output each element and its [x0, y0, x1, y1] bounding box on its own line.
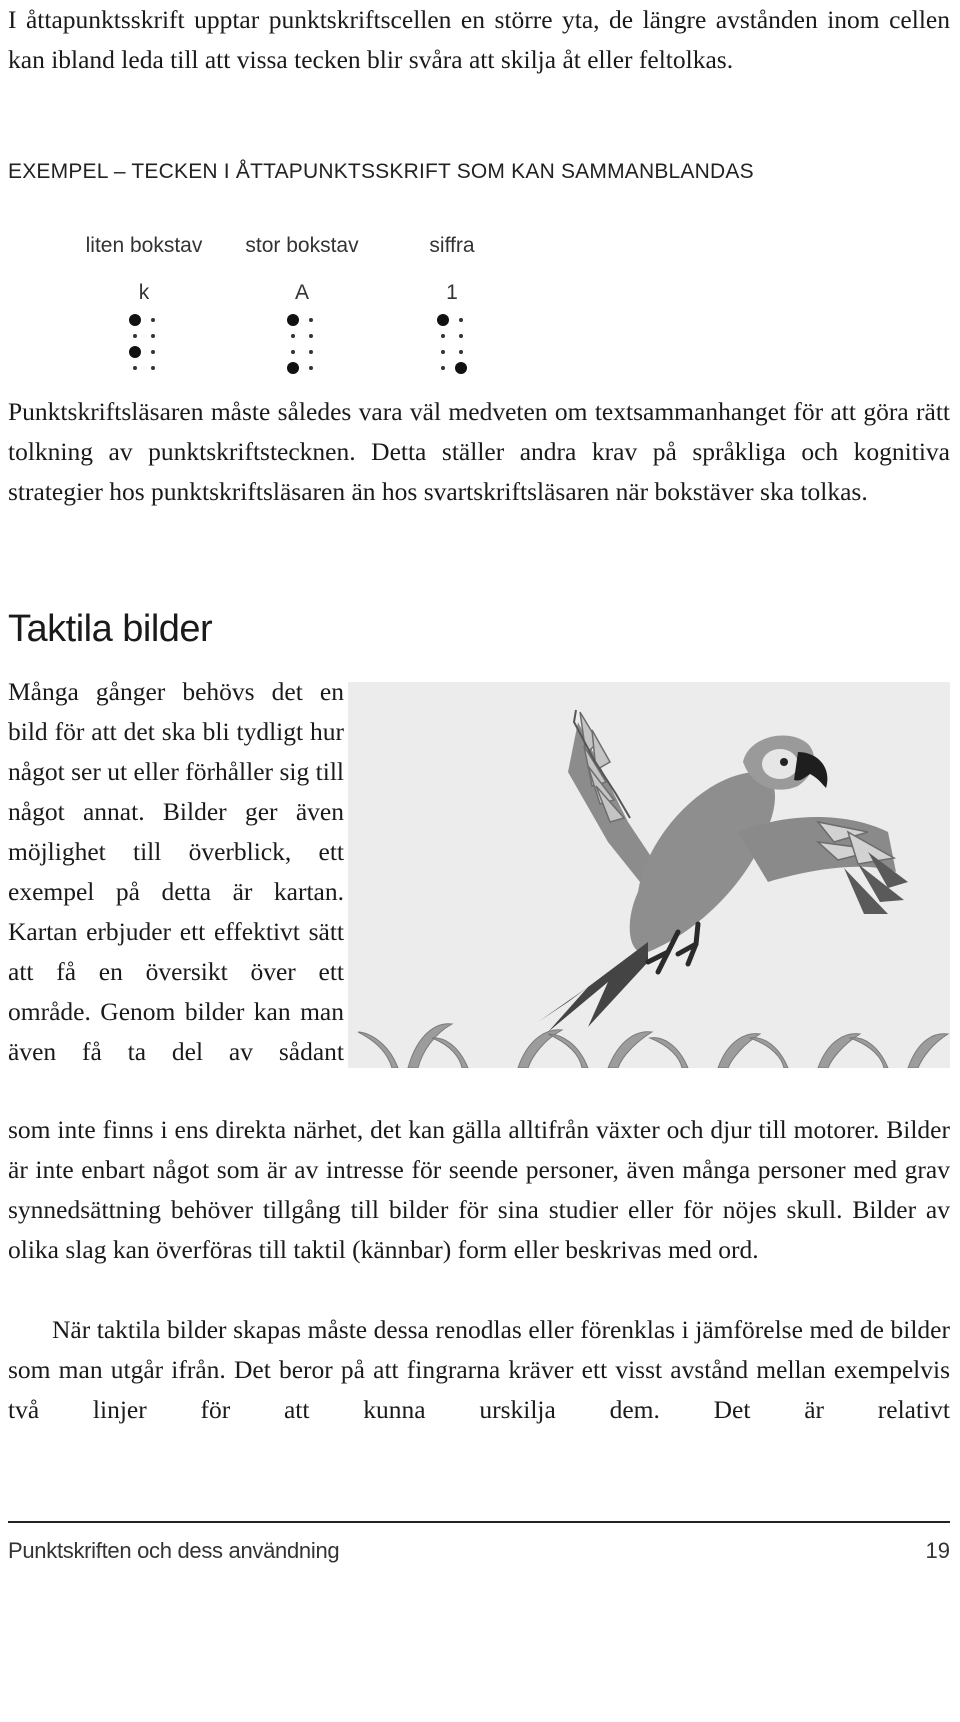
braille-column-label: liten bokstav — [85, 234, 203, 257]
braille-cell-icon — [437, 314, 467, 374]
braille-dot-flat — [309, 350, 313, 354]
braille-cell-icon — [287, 314, 317, 374]
tactile-creation-paragraph: När taktila bilder skapas måste dessa renodlas eller förenklas i jämförelse med de bilder som man utgår ifrån. Det beror på att fingrarna kräver ett visst avstånd mellan exempelvis två linjer för att kunna urskilja dem. Det är relativt — [8, 1315, 950, 1424]
parrot-icon — [348, 682, 950, 1068]
braille-dot-flat — [441, 350, 445, 354]
braille-column-char: k — [138, 281, 150, 304]
braille-cell-icon — [129, 314, 159, 374]
braille-dot-flat — [309, 318, 313, 322]
braille-column-label: siffra — [429, 234, 475, 257]
braille-dot-flat — [459, 350, 463, 354]
braille-dot-flat — [459, 318, 463, 322]
parrot-illustration — [348, 682, 950, 1068]
braille-dot-flat — [133, 366, 137, 370]
footer-title: Punktskriften och dess användning — [8, 1538, 340, 1563]
braille-dot-flat — [151, 366, 155, 370]
intro-paragraph: I åttapunktsskrift upptar punktskriftscellen en större yta, de längre avstånden inom cellen kan ibland leda till att vissa tecken blir svåra att skilja åt eller feltolkas. — [8, 5, 950, 74]
braille-dot-raised — [287, 314, 299, 326]
braille-dot-flat — [459, 334, 463, 338]
footer-divider — [8, 1521, 950, 1523]
braille-column-label: stor bokstav — [245, 234, 359, 257]
braille-dot-raised — [455, 362, 467, 374]
braille-dot-flat — [309, 366, 313, 370]
section-heading: Taktila bilder — [8, 608, 213, 650]
braille-dot-flat — [291, 350, 295, 354]
braille-dot-flat — [151, 318, 155, 322]
braille-column-char: A — [294, 281, 309, 304]
braille-dot-flat — [441, 334, 445, 338]
decode-paragraph: Punktskriftsläsaren måste således vara väl medveten om textsammanhanget för att göra rätt tolkning av punktskriftstecknen. Detta ställer andra krav på språkliga och kognitiva strategier hos punktskriftsläsaren än hos svartskriftsläsaren när bokstäver ska tolkas. — [8, 397, 950, 506]
braille-dot-flat — [291, 334, 295, 338]
example-title: EXEMPEL – TECKEN I ÅTTAPUNKTSSKRIFT SOM KAN SAMMANBLANDAS — [8, 160, 754, 183]
braille-example-digit — [352, 230, 552, 374]
braille-dot-flat — [151, 334, 155, 338]
braille-dot-flat — [133, 334, 137, 338]
page-number: 19 — [925, 1538, 950, 1563]
braille-dot-raised — [129, 314, 141, 326]
braille-dot-raised — [287, 362, 299, 374]
braille-dot-flat — [441, 366, 445, 370]
braille-column-char: 1 — [446, 281, 458, 304]
braille-dot-flat — [151, 350, 155, 354]
braille-dot-raised — [129, 346, 141, 358]
braille-dot-flat — [309, 334, 313, 338]
tactile-paragraph-wrapped: Många gånger behövs det en bild för att det ska bli tydligt hur något ser ut eller förhåller sig till något annat. Bilder ger även möjlighet till överblick, ett exempel på detta är kartan. Kartan erbjuder ett effektivt sätt att få en översikt över ett område. Genom bilder kan man även få ta del av sådant — [8, 677, 344, 1066]
braille-dot-raised — [437, 314, 449, 326]
tactile-paragraph-continued: som inte finns i ens direkta närhet, det kan gälla alltifrån växter och djur till motorer. Bilder är inte enbart något som är av intresse för seende personer, även många personer med grav synnedsättning behöver tillgång till bilder för sina studier eller för nöjes skull. Bilder av olika slag kan överföras till taktil (kännbar) form eller beskrivas med ord. — [8, 1115, 950, 1264]
